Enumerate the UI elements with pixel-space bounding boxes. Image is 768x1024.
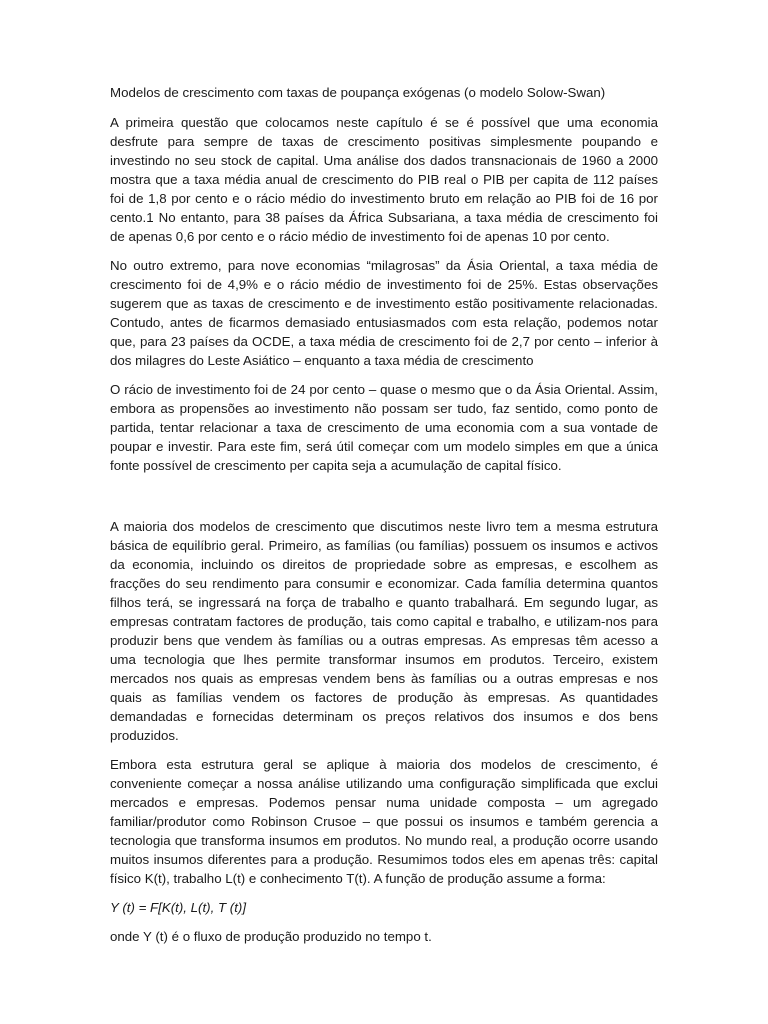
production-function-formula: Y (t) = F[K(t), L(t), T (t)] [110,900,247,915]
paragraph-5: Embora esta estrutura geral se aplique à maioria dos modelos de crescimento, é conveniente começar a nossa análise utilizando uma configuração simplificada que exclui mercados e empresas. Podemos pensar numa unidade composta – um agregado familiar/produtor como Robinson Crusoe – que possui os insumos e também gerencia a tecnologia que transforma insumos em produtos. No mundo real, a produção ocorre usando muitos insumos diferentes para a produção. Resumimos todos eles em apenas três: capital físico K(t), trabalho L(t) e conhecimento T(t). A função de produção assume a forma: [110,757,658,886]
paragraph-1: A primeira questão que colocamos neste capítulo é se é possível que uma economia desfrute para sempre de taxas de crescimento positivas simplesmente poupando e investindo no seu stock de capital. Uma análise dos dados transnacionais de 1960 a 2000 mostra que a taxa média anual de crescimento do PIB real o PIB per capita de 112 países foi de 1,8 por cento e o rácio médio do investimento bruto em relação ao PIB foi de 16 por cento.1 No entanto, para 38 países da África Subsariana, a taxa média de crescimento foi de apenas 0,6 por cento e o rácio médio de investimento foi de apenas 10 por cento. [110,115,658,244]
section-spacer [110,485,658,517]
paragraph-4: A maioria dos modelos de crescimento que discutimos neste livro tem a mesma estrutura básica de equilíbrio geral. Primeiro, as famílias (ou famílias) possuem os insumos e activos da economia, incluindo os direitos de propriedade sobre as empresas, e escolhem as fracções do seu rendimento para consumir e economizar. Cada família determina quantos filhos terá, se ingressará na força de trabalho e quanto trabalhará. Em segundo lugar, as empresas contratam factores de produção, tais como capital e trabalho, e utilizam-nos para produzir bens que vendem às famílias ou a outras empresas. As empresas têm acesso a uma tecnologia que lhes permite transformar insumos em produtos. Terceiro, existem mercados nos quais as empresas vendem bens às famílias ou a outras empresas e nos quais as famílias vendem os factores de produção às empresas. As quantidades demandadas e fornecidas determinam os preços relativos dos insumos e dos bens produzidos. [110,519,658,743]
paragraph-3: O rácio de investimento foi de 24 por cento – quase o mesmo que o da Ásia Oriental. Assim, embora as propensões ao investimento não possam ser tudo, faz sentido, como ponto de partida, tentar relacionar a taxa de crescimento de uma economia com a sua vontade de poupar e investir. Para este fim, será útil começar com um modelo simples em que a única fonte possível de crescimento per capita seja a acumulação de capital físico. [110,382,658,473]
document-title: Modelos de crescimento com taxas de poupança exógenas (o modelo Solow-Swan) [110,85,606,100]
closing-sentence: onde Y (t) é o fluxo de produção produzido no tempo t. [110,929,432,944]
paragraph-2: No outro extremo, para nove economias “milagrosas” da Ásia Oriental, a taxa média de crescimento foi de 4,9% e o rácio médio de investimento foi de 25%. Estas observações sugerem que as taxas de crescimento e de investimento estão positivamente relacionadas. Contudo, antes de ficarmos demasiado entusiasmados com esta relação, podemos notar que, para 23 países da OCDE, a taxa média de crescimento foi de 2,7 por cento – inferior à dos milagres do Leste Asiático – enquanto a taxa média de crescimento [110,258,658,368]
